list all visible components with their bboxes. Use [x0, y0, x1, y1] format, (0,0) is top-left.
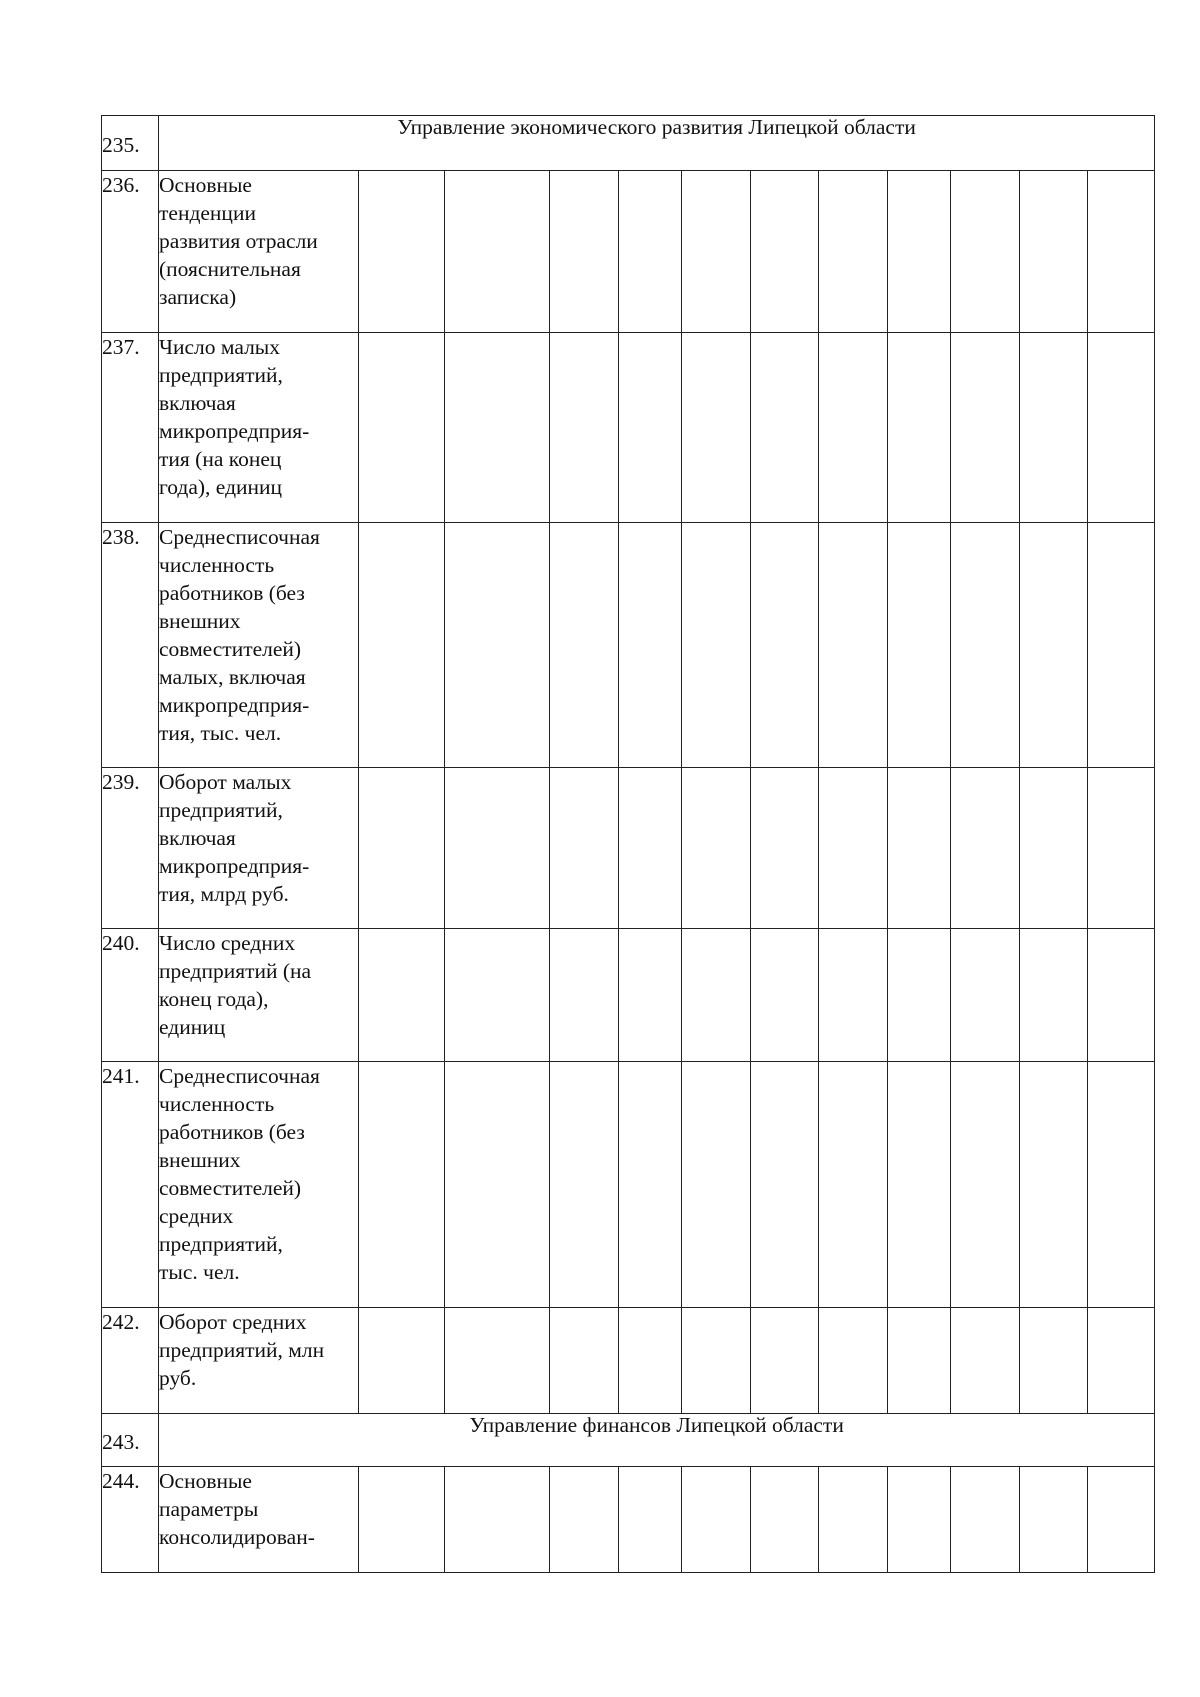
table-row — [102, 171, 1155, 333]
empty-value-cell — [550, 1062, 619, 1308]
indicator-label-line: работников (без — [159, 581, 305, 605]
indicator-label-line: микропредприя- — [159, 419, 310, 443]
empty-value-cell — [445, 523, 550, 768]
empty-value-cell — [888, 768, 951, 929]
empty-value-cell — [819, 1308, 888, 1414]
indicator-label-line: развития отрасли — [159, 229, 318, 253]
empty-value-cell — [951, 1062, 1020, 1308]
indicator-label-line: Число малых — [159, 335, 280, 359]
indicator-label-line: предприятий, млн — [159, 1338, 325, 1362]
indicator-label-line: работников (без — [159, 1120, 305, 1144]
indicator-label-line: параметры — [159, 1497, 259, 1521]
empty-value-cell — [1088, 1308, 1155, 1414]
indicator-label — [159, 1467, 359, 1573]
empty-value-cell — [619, 768, 682, 929]
empty-value-cell — [1020, 523, 1088, 768]
empty-value-cell — [445, 1308, 550, 1414]
empty-value-cell — [751, 171, 819, 333]
empty-value-cell — [359, 333, 445, 523]
empty-value-cell — [550, 171, 619, 333]
empty-value-cell — [550, 1308, 619, 1414]
empty-value-cell — [751, 1467, 819, 1573]
indicator-label-line: тенденции — [159, 201, 256, 225]
empty-value-cell — [445, 768, 550, 929]
table-row — [102, 1062, 1155, 1308]
empty-value-cell — [550, 333, 619, 523]
indicator-label — [159, 929, 359, 1062]
row-number: 238. — [102, 523, 159, 768]
empty-value-cell — [619, 171, 682, 333]
empty-value-cell — [819, 333, 888, 523]
indicator-label-line: Оборот малых — [159, 770, 292, 794]
indicator-label-line: малых, включая — [159, 665, 306, 689]
empty-value-cell — [951, 333, 1020, 523]
indicator-label — [159, 768, 359, 929]
empty-value-cell — [751, 1062, 819, 1308]
section-row — [102, 1414, 1155, 1467]
empty-value-cell — [359, 523, 445, 768]
empty-value-cell — [619, 1467, 682, 1573]
empty-value-cell — [751, 333, 819, 523]
empty-value-cell — [682, 1467, 751, 1573]
indicator-label-line: предприятий, — [159, 1232, 283, 1256]
indicator-label-line: предприятий, — [159, 363, 283, 387]
empty-value-cell — [951, 523, 1020, 768]
empty-value-cell — [445, 1467, 550, 1573]
section-title: Управление финансов Липецкой области — [469, 1413, 844, 1437]
empty-value-cell — [619, 523, 682, 768]
empty-value-cell — [359, 1467, 445, 1573]
empty-value-cell — [1088, 1467, 1155, 1573]
indicator-label-line: внешних — [159, 1148, 241, 1172]
empty-value-cell — [819, 1467, 888, 1573]
empty-value-cell — [1088, 1062, 1155, 1308]
empty-value-cell — [682, 523, 751, 768]
indicator-label-line: единиц — [159, 1015, 226, 1039]
empty-value-cell — [619, 1062, 682, 1308]
indicator-label — [159, 1062, 359, 1308]
table-row — [102, 768, 1155, 929]
empty-value-cell — [951, 1467, 1020, 1573]
empty-value-cell — [751, 1308, 819, 1414]
indicator-label-line: Число средних — [159, 931, 296, 955]
empty-value-cell — [751, 929, 819, 1062]
indicator-label-line: включая — [159, 826, 236, 850]
empty-value-cell — [445, 333, 550, 523]
row-number: 237. — [102, 333, 159, 523]
indicator-label-line: записка) — [159, 285, 237, 309]
empty-value-cell — [359, 768, 445, 929]
empty-value-cell — [951, 171, 1020, 333]
empty-value-cell — [819, 1062, 888, 1308]
empty-value-cell — [619, 929, 682, 1062]
empty-value-cell — [888, 1467, 951, 1573]
empty-value-cell — [888, 1308, 951, 1414]
empty-value-cell — [619, 1308, 682, 1414]
indicator-label-line: предприятий (на — [159, 959, 312, 983]
indicator-label-line: Среднесписочная — [159, 525, 320, 549]
indicator-label-line: конец года), — [159, 987, 269, 1011]
empty-value-cell — [888, 1062, 951, 1308]
empty-value-cell — [682, 929, 751, 1062]
empty-value-cell — [1020, 1467, 1088, 1573]
indicator-label-line: совместителей) — [159, 637, 302, 661]
empty-value-cell — [888, 523, 951, 768]
empty-value-cell — [951, 1308, 1020, 1414]
indicator-label-line: консолидирован- — [159, 1525, 315, 1549]
empty-value-cell — [751, 768, 819, 929]
empty-value-cell — [445, 171, 550, 333]
section-title: Управление экономического развития Липецкой области — [397, 115, 916, 139]
empty-value-cell — [682, 1062, 751, 1308]
indicator-label-line: средних — [159, 1204, 234, 1228]
indicator-label-line: Основные — [159, 173, 252, 197]
empty-value-cell — [751, 523, 819, 768]
indicator-label — [159, 1308, 359, 1414]
empty-value-cell — [888, 929, 951, 1062]
table-body — [102, 116, 1155, 1573]
indicator-label-line: тия (на конец — [159, 447, 282, 471]
indicator-label-line: тия, тыс. чел. — [159, 721, 282, 745]
table-row — [102, 523, 1155, 768]
empty-value-cell — [1020, 171, 1088, 333]
row-number: 239. — [102, 768, 159, 929]
empty-value-cell — [682, 1308, 751, 1414]
empty-value-cell — [1088, 929, 1155, 1062]
indicator-label-line: тыс. чел. — [159, 1260, 240, 1284]
indicator-label-line: численность — [159, 1092, 275, 1116]
row-number: 244. — [102, 1467, 159, 1573]
indicator-label-line: предприятий, — [159, 798, 283, 822]
empty-value-cell — [359, 1062, 445, 1308]
empty-value-cell — [951, 929, 1020, 1062]
empty-value-cell — [445, 929, 550, 1062]
empty-value-cell — [1088, 768, 1155, 929]
empty-value-cell — [819, 929, 888, 1062]
row-number: 240. — [102, 929, 159, 1062]
row-number: 242. — [102, 1308, 159, 1414]
indicator-label — [159, 171, 359, 333]
empty-value-cell — [445, 1062, 550, 1308]
empty-value-cell — [819, 768, 888, 929]
indicator-label-line: Оборот средних — [159, 1310, 307, 1334]
table-row — [102, 1467, 1155, 1573]
row-number: 241. — [102, 1062, 159, 1308]
empty-value-cell — [1088, 333, 1155, 523]
row-number: 236. — [102, 171, 159, 333]
empty-value-cell — [550, 768, 619, 929]
row-number: 243. — [102, 1414, 159, 1467]
empty-value-cell — [682, 171, 751, 333]
row-number: 235. — [102, 116, 159, 171]
table-row — [102, 1308, 1155, 1414]
empty-value-cell — [1020, 1062, 1088, 1308]
section-title-cell — [159, 1414, 1155, 1467]
empty-value-cell — [359, 171, 445, 333]
indicator-label-line: включая — [159, 391, 236, 415]
indicator-label-line: Основные — [159, 1469, 252, 1493]
indicator-label-line: года), единиц — [159, 475, 283, 499]
empty-value-cell — [550, 929, 619, 1062]
section-row — [102, 116, 1155, 171]
indicator-label-line: тия, млрд руб. — [159, 882, 289, 906]
empty-value-cell — [682, 768, 751, 929]
empty-value-cell — [1088, 171, 1155, 333]
empty-value-cell — [550, 523, 619, 768]
empty-value-cell — [1020, 929, 1088, 1062]
empty-value-cell — [888, 171, 951, 333]
indicator-table — [101, 115, 1155, 1573]
table-row — [102, 333, 1155, 523]
indicator-label — [159, 523, 359, 768]
indicator-label-line: руб. — [159, 1366, 197, 1390]
indicator-label-line: микропредприя- — [159, 854, 310, 878]
indicator-label — [159, 333, 359, 523]
section-title-cell — [159, 116, 1155, 171]
empty-value-cell — [1088, 523, 1155, 768]
empty-value-cell — [550, 1467, 619, 1573]
empty-value-cell — [619, 333, 682, 523]
indicator-label-line: (пояснительная — [159, 257, 301, 281]
table-row — [102, 929, 1155, 1062]
empty-value-cell — [951, 768, 1020, 929]
empty-value-cell — [1020, 768, 1088, 929]
empty-value-cell — [1020, 1308, 1088, 1414]
empty-value-cell — [359, 1308, 445, 1414]
indicator-label-line: совместителей) — [159, 1176, 302, 1200]
empty-value-cell — [819, 171, 888, 333]
empty-value-cell — [682, 333, 751, 523]
indicator-label-line: микропредприя- — [159, 693, 310, 717]
empty-value-cell — [359, 929, 445, 1062]
empty-value-cell — [888, 333, 951, 523]
empty-value-cell — [1020, 333, 1088, 523]
indicator-label-line: Среднесписочная — [159, 1064, 320, 1088]
indicator-label-line: внешних — [159, 609, 241, 633]
indicator-label-line: численность — [159, 553, 275, 577]
empty-value-cell — [819, 523, 888, 768]
